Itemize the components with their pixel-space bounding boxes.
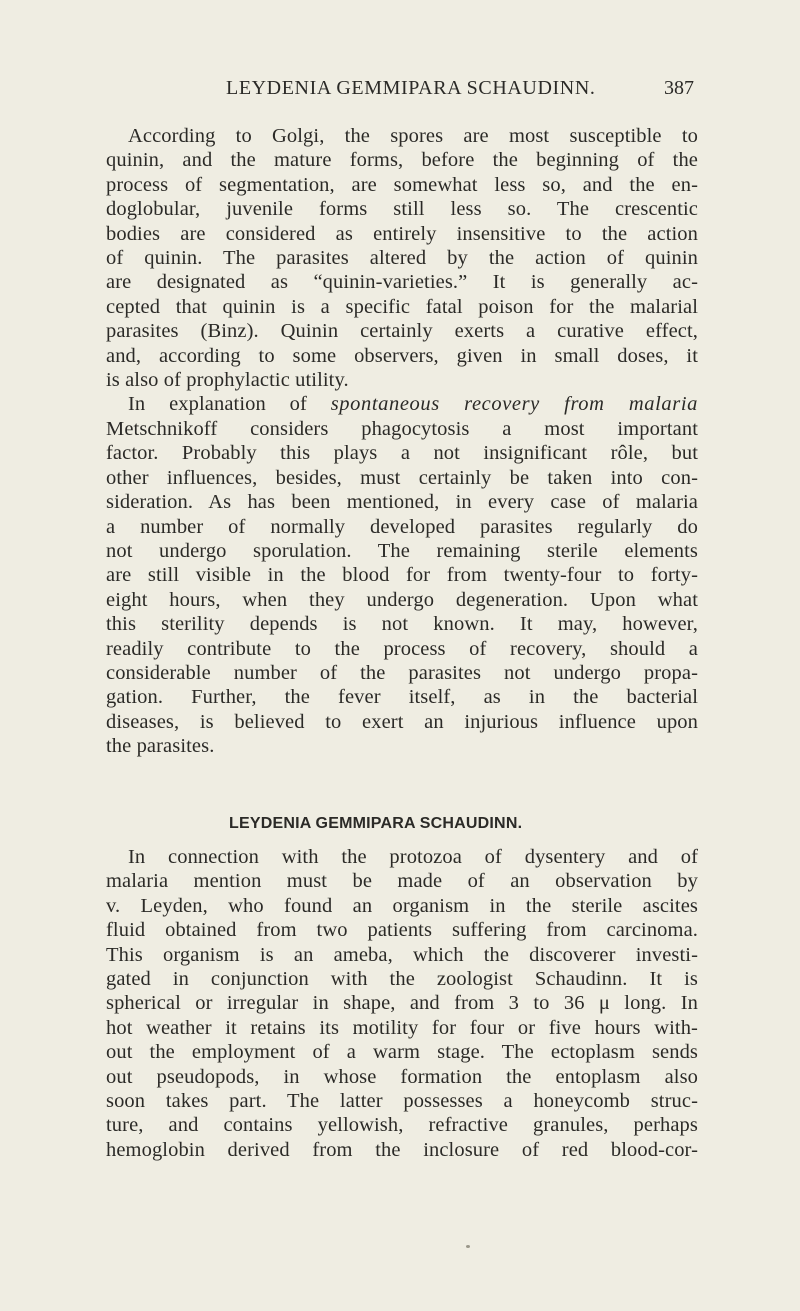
text-line: This organism is an ameba, which the discoverer investi-: [106, 943, 698, 966]
text-line: other influences, besides, must certainly be taken into con-: [106, 466, 698, 489]
text-line: quinin, and the mature forms, before the beginning of the: [106, 149, 698, 172]
text-line: considerable number of the parasites not undergo propa-: [106, 661, 698, 684]
page-number: 387: [664, 77, 694, 99]
leydenia-passage: [106, 845, 698, 1162]
text-line: fluid obtained from two patients suffering from carcinoma.: [106, 919, 698, 942]
text-line: doglobular, juvenile forms still less so. The crescentic: [106, 198, 698, 221]
text-line: v. Leyden, who found an organism in the sterile ascites: [106, 894, 698, 917]
text-line: factor. Probably this plays a not insignificant rôle, but: [106, 442, 698, 465]
text-line: bodies are considered as entirely insensitive to the action: [106, 222, 698, 245]
text-line: malaria mention must be made of an observation by: [106, 870, 698, 893]
text-line: out pseudopods, in whose formation the entoplasm also: [106, 1065, 698, 1088]
text-line: sideration. As has been mentioned, in every case of malaria: [106, 491, 698, 514]
text-line: Metschnikoff considers phagocytosis a most important: [106, 417, 698, 440]
italic-phrase: spontaneous recovery from malaria: [330, 393, 698, 416]
text-line: are still visible in the blood for from twenty-four to forty-: [106, 564, 698, 587]
text-line: ture, and contains yellowish, refractive granules, perhaps: [106, 1114, 698, 1137]
text-line: a number of normally developed parasites regularly do: [106, 515, 698, 538]
running-head: LEYDENIA GEMMIPARA SCHAUDINN.: [226, 77, 596, 99]
text-line: soon takes part. The latter possesses a honeycomb struc-: [106, 1090, 698, 1113]
text-line: gated in conjunction with the zoologist Schaudinn. It is: [106, 968, 698, 991]
text-line: diseases, is believed to exert an injurious influence upon: [106, 710, 698, 733]
text-line: hot weather it retains its motility for four or five hours with-: [106, 1016, 698, 1039]
text-line: is also of prophylactic utility.: [106, 369, 349, 392]
text-line: gation. Further, the fever itself, as in the bacterial: [106, 686, 698, 709]
text-line: cepted that quinin is a specific fatal poison for the malarial: [106, 295, 698, 318]
line-start: In explanation of: [128, 393, 307, 416]
text-line: spherical or irregular in shape, and from 3 to 36 μ long. In: [106, 992, 698, 1015]
text-line: According to Golgi, the spores are most susceptible to: [128, 125, 698, 147]
text-line: parasites (Binz). Quinin certainly exerts a curative effect,: [106, 320, 698, 343]
text-line: and, according to some observers, given in small doses, it: [106, 344, 698, 367]
text-line: eight hours, when they undergo degeneration. Upon what: [106, 588, 698, 611]
text-line-with-italic: [106, 392, 698, 416]
text-line: the parasites.: [106, 735, 215, 758]
paper-speck: [466, 1245, 470, 1248]
section-heading: LEYDENIA GEMMIPARA SCHAUDINN.: [229, 815, 523, 832]
text-line: are designated as “quinin-varieties.” It is generally ac-: [106, 271, 698, 294]
text-line: this sterility depends is not known. It may, however,: [106, 613, 698, 636]
text-line: hemoglobin derived from the inclosure of red blood-cor-: [106, 1138, 698, 1161]
text-line: of quinin. The parasites altered by the action of quinin: [106, 247, 698, 270]
text-line: not undergo sporulation. The remaining sterile elements: [106, 539, 698, 562]
text-line: readily contribute to the process of recovery, should a: [106, 637, 698, 660]
text-line: out the employment of a warm stage. The ectoplasm sends: [106, 1041, 698, 1064]
text-line: process of segmentation, are somewhat less so, and the en-: [106, 173, 698, 196]
quinin-passage: [106, 124, 698, 759]
text-line: In connection with the protozoa of dysentery and of: [128, 846, 698, 868]
